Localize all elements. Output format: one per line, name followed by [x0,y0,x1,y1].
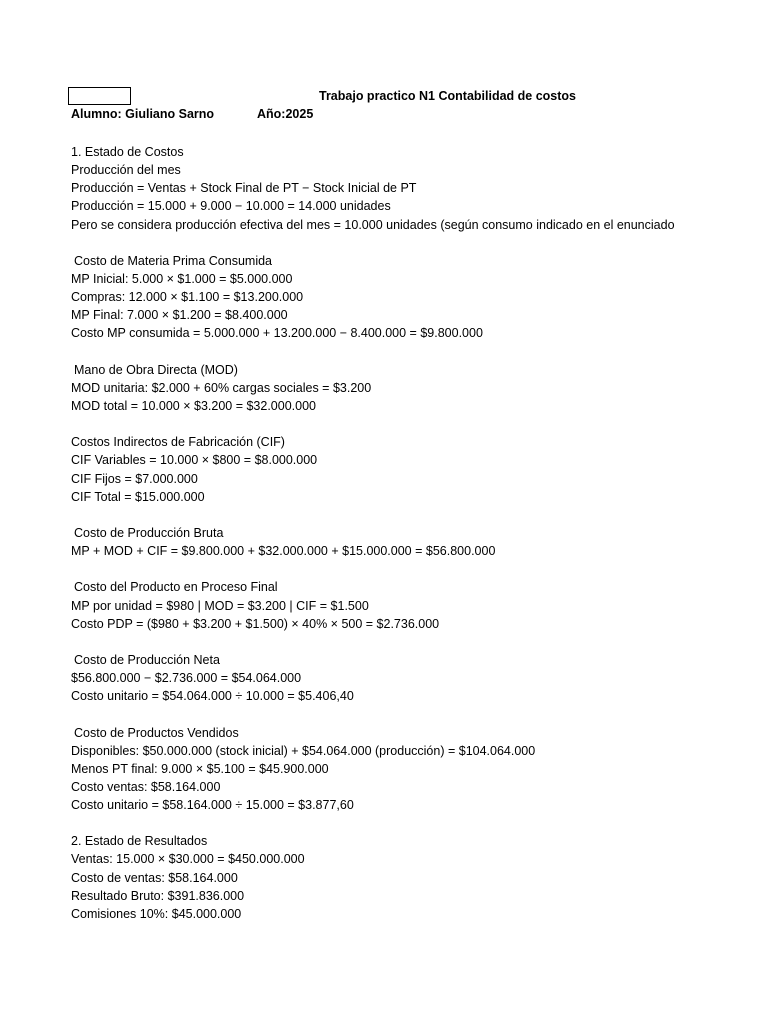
text-line: $56.800.000 − $2.736.000 = $54.064.000 [71,671,302,686]
text-line: Costo ventas: $58.164.000 [71,779,221,794]
blank-row [71,343,761,361]
blank-row [71,814,761,832]
text-line: MP Inicial: 5.000 × $1.000 = $5.000.000 [71,271,293,286]
text-line: Producción del mes [71,163,181,178]
section-block [71,832,761,923]
document-title: Trabajo practico N1 Contabilidad de costos [319,89,576,103]
text-line: Costo unitario = $58.164.000 ÷ 15.000 = $3.877,60 [71,798,354,813]
section-block [71,252,761,343]
text-line: CIF Variables = 10.000 × $800 = $8.000.000 [71,453,318,468]
text-line: MP Final: 7.000 × $1.200 = $8.400.000 [71,308,288,323]
text-line: MP + MOD + CIF = $9.800.000 + $32.000.000 + $15.000.000 = $56.800.000 [71,544,496,559]
text-line: Costo de ventas: $58.164.000 [71,870,238,885]
section-heading: Costo de Producción Bruta [74,525,224,540]
text-line: Resultado Bruto: $391.836.000 [71,888,245,903]
section-heading: Costo de Materia Prima Consumida [74,253,272,268]
section-block [71,433,761,506]
text-line: Costo unitario = $54.064.000 ÷ 10.000 = $5.406,40 [71,689,354,704]
section-heading: Costos Indirectos de Fabricación (CIF) [71,435,285,450]
text-line: Costo MP consumida = 5.000.000 + 13.200.000 − 8.400.000 = $9.800.000 [71,326,483,341]
blank-row [71,506,761,524]
year-label: Año:2025 [257,107,314,121]
blank-row [71,560,761,578]
text-line: CIF Total = $15.000.000 [71,489,205,504]
section-heading: 2. Estado de Resultados [71,834,208,849]
text-line: Disponibles: $50.000.000 (stock inicial) + $54.064.000 (producción) = $104.064.000 [71,743,536,758]
text-line: Pero se considera producción efectiva del mes = 10.000 unidades (según consumo indicado en el enunciado [71,217,675,232]
section-block [71,524,761,560]
text-line: Menos PT final: 9.000 × $5.100 = $45.900.000 [71,761,329,776]
section-block [71,578,761,632]
section-block [71,143,761,234]
blank-row [71,705,761,723]
section-heading: Costo de Productos Vendidos [74,725,239,740]
section-block [71,651,761,705]
section-heading: 1. Estado de Costos [71,145,184,159]
section-heading: Costo de Producción Neta [74,652,220,667]
student-name: Alumno: Giuliano Sarno [71,107,215,121]
text-line: Compras: 12.000 × $1.100 = $13.200.000 [71,290,304,305]
selected-cell[interactable] [68,87,131,105]
text-line: MOD unitaria: $2.000 + 60% cargas sociales = $3.200 [71,380,372,395]
section-block [71,724,761,815]
document-body [71,143,761,923]
text-line: Ventas: 15.000 × $30.000 = $450.000.000 [71,852,305,867]
text-line: Costo PDP = ($980 + $3.200 + $1.500) × 40% × 500 = $2.736.000 [71,616,440,631]
blank-row [71,633,761,651]
section-block [71,361,761,415]
text-line: Comisiones 10%: $45.000.000 [71,906,242,921]
text-line: CIF Fijos = $7.000.000 [71,471,198,486]
section-heading: Mano de Obra Directa (MOD) [74,362,238,377]
text-line: Producción = 15.000 + 9.000 − 10.000 = 14.000 unidades [71,199,391,214]
blank-row [71,234,761,252]
text-line: MOD total = 10.000 × $3.200 = $32.000.000 [71,398,316,413]
section-heading: Costo del Producto en Proceso Final [74,580,278,595]
text-line: Producción = Ventas + Stock Final de PT − Stock Inicial de PT [71,181,417,196]
blank-row [71,415,761,433]
text-line: MP por unidad = $980 | MOD = $3.200 | CIF = $1.500 [71,598,369,613]
